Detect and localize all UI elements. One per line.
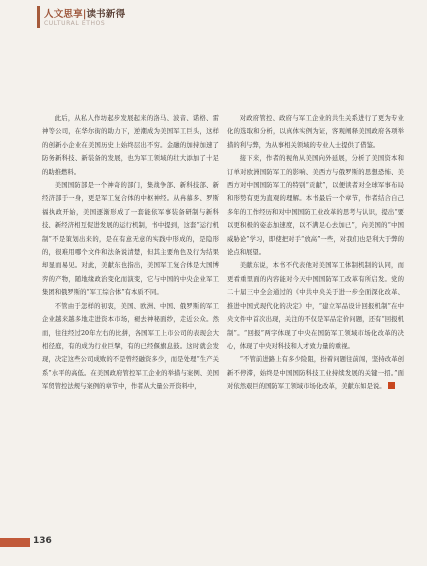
right-column bbox=[227, 112, 404, 394]
paragraph: 不管由于怎样的初衷，美国、欧洲、中国、俄罗斯的军工企业越来越多地走进资本市场，褪去神秘面纱，走近公众。然而，往往经过20年左右的比拼，各国军工上市公司的表现会大相径庭，有的成为行业巨擘，有的已经偃旗息鼓。这时就会发现，决定这些公司成败的不是曾经融资多少，而是处理“生产关系”水平的高低。在美国政府管控军工企业的举措与案例、美国军贸管控法规与案例的章节中，作者从大量公开资料中， bbox=[42, 302, 219, 391]
page-number: 136 bbox=[33, 536, 52, 546]
column-name: 读书新得 bbox=[86, 9, 126, 20]
section-subtitle: CULTURAL ETHOS bbox=[44, 20, 106, 27]
section-separator: | bbox=[82, 9, 87, 20]
footer-accent-bar bbox=[0, 538, 30, 547]
left-column bbox=[42, 112, 219, 394]
paragraph: 美献东说，本书不代表他对美国军工体制机制的认同，而更看重里面的内容能对今天中国国防军工改革有所启发。党的二十届三中全会通过的《中共中央关于进一步全面深化改革、推进中国式现代化的决定》中，“建立军品设计回报机制”在中央文件中首次出现，关注的不仅是军品定价问题，还有“回报机制”。“回报”两字体现了中央在国防军工领域市场化改革的决心，体现了中央对科技和人才致力量的重视。 bbox=[227, 262, 404, 350]
end-of-article-icon bbox=[388, 382, 395, 389]
paragraph: 此后，从私人作坊起步发展起来的洛马、波音、诺格、雷神等公司，在华尔街的助力下，逆潮成为美国军工巨头，这样的创新小企业在美国历史上始终层出不穷。金融的加持加速了防务新科技、新装备的发展，也为军工领域的壮大添加了十足的助推燃料。 bbox=[42, 115, 219, 176]
paragraph: 接下来，作者的视角从美国向外延展，分析了美国资本和订单对欧洲国防军工的影响、美西方与俄罗斯的思想恐怖、美西方对中国国防军工的特别“贡献”，以便读者对全球军事布局和形势有更为直观的理解。本书最后一个章节，作者结合自己多年的工作经历和对中国国防工业改革的思考与认识，提出“要以更积极的姿态加速度，以不满足心去加已”，向美国的“中国威胁论”学习，即使把对手“放高”一些，对我们也是利大于弊的论点和展望。 bbox=[227, 155, 404, 257]
section-name: 人文思享 bbox=[44, 9, 83, 20]
paragraph: 对政府管控、政府与军工企业的共生关系进行了更为专业化的选取和分析，以真体实例为证，客观阐释美国政府各项举措的利与弊，为从事相关领域的专业人士提供了借鉴。 bbox=[227, 115, 404, 149]
header-accent-bar bbox=[37, 6, 40, 28]
paragraph-final bbox=[227, 353, 404, 393]
paragraph-final-text: “不管前进路上有多少险阻，扮着问题往前闯，坚持改革创新不停滞，始终是中国国防科技工业持续发展的关键一招。”面对依然艰巨的国防军工领域市场化改革，美献东如是说。 bbox=[227, 356, 404, 391]
section-title bbox=[44, 6, 125, 20]
paragraph: 美国国防部是一个神奇的部门，集战争部、新科技部、新经济部于一身，更是军工复合体的中枢神经。从冉慕多、罗斯福执政开始，美国逐渐形成了一套能依军事装备研制与新科技、新经济相互促进发展的运行机制，书中提到，这套“运行机制”不是策划出来的，是在有意无意的实践中形成的，是隐形的，很难用哪个文件和法条说清楚，但其主要角色及行为结果却显而易见。对此，美献东也指出，美国军工复合体是大国博弈的产物，随地缘政治变化而演变，它与中国的中央企业军工集团和俄罗斯的“军工综合体”有本质不同。 bbox=[42, 182, 219, 297]
